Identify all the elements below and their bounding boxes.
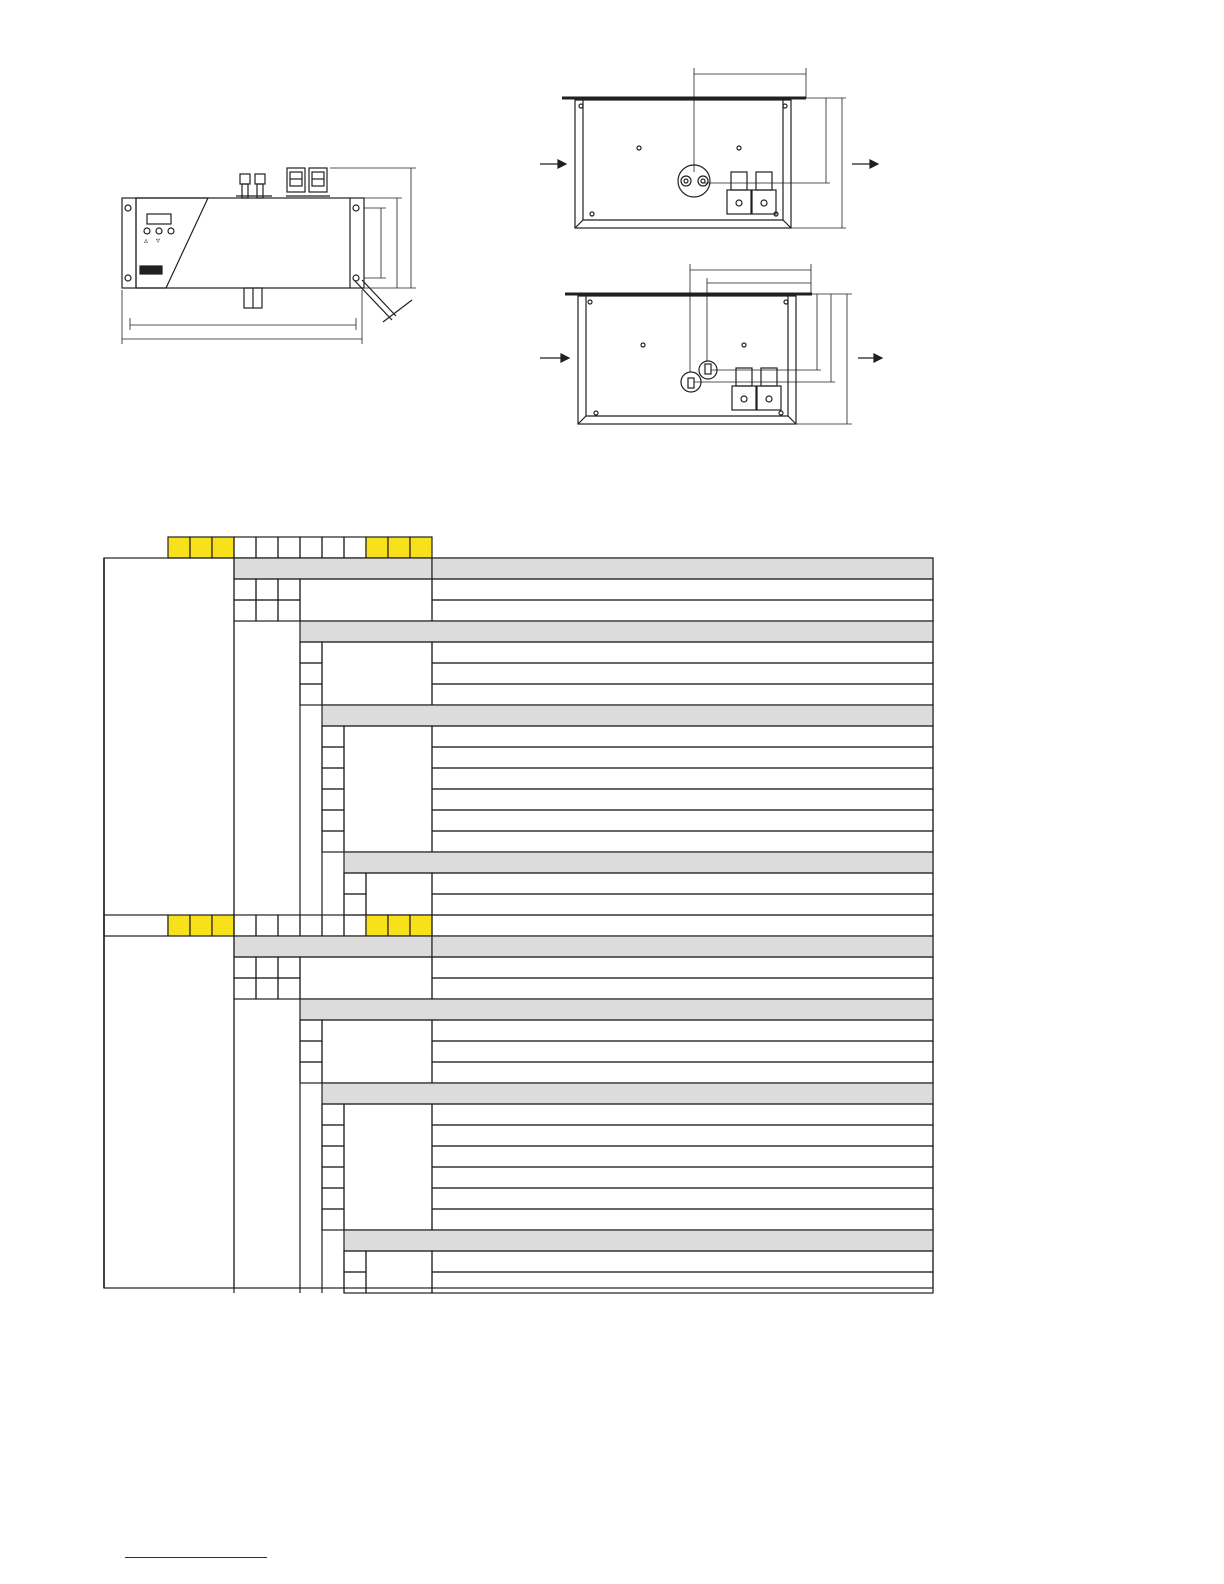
- option-code-cell: [322, 726, 344, 747]
- option-code-cell: [300, 684, 322, 705]
- section-header: [432, 558, 933, 579]
- code-position-cell: [344, 915, 366, 936]
- code-position-cell: [256, 915, 278, 936]
- option-description-cell: [432, 894, 933, 915]
- option-description-cell: [432, 1062, 933, 1083]
- option-label-cell: [344, 726, 432, 852]
- up-arrow-icon: ▵: [144, 236, 149, 245]
- option-code-cell: [300, 1062, 322, 1083]
- option-code-cell: [322, 747, 344, 768]
- option-description-cell: [432, 1167, 933, 1188]
- option-label-cell: [366, 873, 432, 915]
- section-header: [234, 558, 432, 579]
- option-code-cell: [322, 1167, 344, 1188]
- option-description-cell: [432, 726, 933, 747]
- option-description-cell: [432, 747, 933, 768]
- code-position-cell: [190, 915, 212, 936]
- option-description-cell: [432, 1188, 933, 1209]
- code-position-cell: [300, 915, 322, 936]
- option-description-cell: [432, 1041, 933, 1062]
- option-code-cell: [300, 1020, 322, 1041]
- code-position-cell: [168, 537, 190, 558]
- code-row-label-cell: [104, 915, 168, 936]
- option-code-cell: [322, 768, 344, 789]
- option-code-cell: [278, 579, 300, 600]
- option-code-cell: [322, 1209, 344, 1230]
- option-code-cell: [322, 789, 344, 810]
- option-code-cell: [322, 1188, 344, 1209]
- option-code-cell: [322, 1104, 344, 1125]
- option-code-cell: [278, 978, 300, 999]
- section-header: [344, 852, 933, 873]
- section-header: [344, 1230, 933, 1251]
- option-description-cell: [432, 1209, 933, 1230]
- option-description-cell: [432, 642, 933, 663]
- down-arrow-icon: ▿: [156, 236, 161, 245]
- code-position-cell: [388, 537, 410, 558]
- section-header: [300, 999, 933, 1020]
- option-description-cell: [432, 579, 933, 600]
- option-description-cell: [432, 663, 933, 684]
- option-label-cell: [300, 957, 432, 999]
- option-code-cell: [344, 894, 366, 915]
- section-header: [300, 621, 933, 642]
- code-position-cell: [168, 915, 190, 936]
- option-code-cell: [344, 1251, 366, 1272]
- code-position-cell: [256, 537, 278, 558]
- option-label-cell: [322, 642, 432, 705]
- section-header: [322, 705, 933, 726]
- option-description-cell: [432, 810, 933, 831]
- option-code-cell: [256, 978, 278, 999]
- option-description-cell: [432, 915, 933, 936]
- option-description-cell: [432, 684, 933, 705]
- option-code-cell: [344, 873, 366, 894]
- option-description-cell: [432, 873, 933, 894]
- code-position-cell: [300, 537, 322, 558]
- option-description-cell: [432, 768, 933, 789]
- option-code-cell: [344, 1272, 366, 1293]
- option-code-cell: [234, 600, 256, 621]
- option-code-cell: [278, 957, 300, 978]
- code-position-cell: [366, 915, 388, 936]
- option-description-cell: [432, 1272, 933, 1293]
- code-position-cell: [410, 537, 432, 558]
- option-code-cell: [234, 579, 256, 600]
- option-label-cell: [300, 579, 432, 621]
- section-header: [322, 1083, 933, 1104]
- code-position-cell: [234, 537, 256, 558]
- option-description-cell: [432, 957, 933, 978]
- code-position-cell: [410, 915, 432, 936]
- code-position-cell: [278, 915, 300, 936]
- option-code-cell: [278, 600, 300, 621]
- section-header: [432, 936, 933, 957]
- option-code-cell: [300, 1041, 322, 1062]
- code-position-cell: [278, 537, 300, 558]
- option-description-cell: [432, 1020, 933, 1041]
- option-description-cell: [432, 789, 933, 810]
- code-position-cell: [212, 537, 234, 558]
- code-position-cell: [190, 537, 212, 558]
- section-header: [234, 936, 432, 957]
- option-label-cell: [344, 1104, 432, 1230]
- code-position-cell: [212, 915, 234, 936]
- code-position-cell: [388, 915, 410, 936]
- option-label-cell: [366, 1251, 432, 1293]
- option-code-cell: [256, 957, 278, 978]
- option-code-cell: [322, 1125, 344, 1146]
- option-code-cell: [234, 978, 256, 999]
- option-description-cell: [432, 1125, 933, 1146]
- option-description-cell: [432, 1146, 933, 1167]
- footer-rule: [125, 1557, 267, 1558]
- option-description-cell: [432, 600, 933, 621]
- option-code-cell: [322, 831, 344, 852]
- code-position-cell: [366, 537, 388, 558]
- option-code-cell: [256, 600, 278, 621]
- option-code-cell: [322, 810, 344, 831]
- code-position-cell: [322, 537, 344, 558]
- code-position-cell: [322, 915, 344, 936]
- option-label-cell: [322, 1020, 432, 1083]
- option-code-cell: [234, 957, 256, 978]
- option-code-cell: [300, 663, 322, 684]
- option-description-cell: [432, 1104, 933, 1125]
- code-position-cell: [234, 915, 256, 936]
- code-position-cell: [344, 537, 366, 558]
- option-description-cell: [432, 978, 933, 999]
- option-code-cell: [322, 1146, 344, 1167]
- option-description-cell: [432, 831, 933, 852]
- option-description-cell: [432, 1251, 933, 1272]
- option-code-cell: [256, 579, 278, 600]
- option-code-cell: [300, 642, 322, 663]
